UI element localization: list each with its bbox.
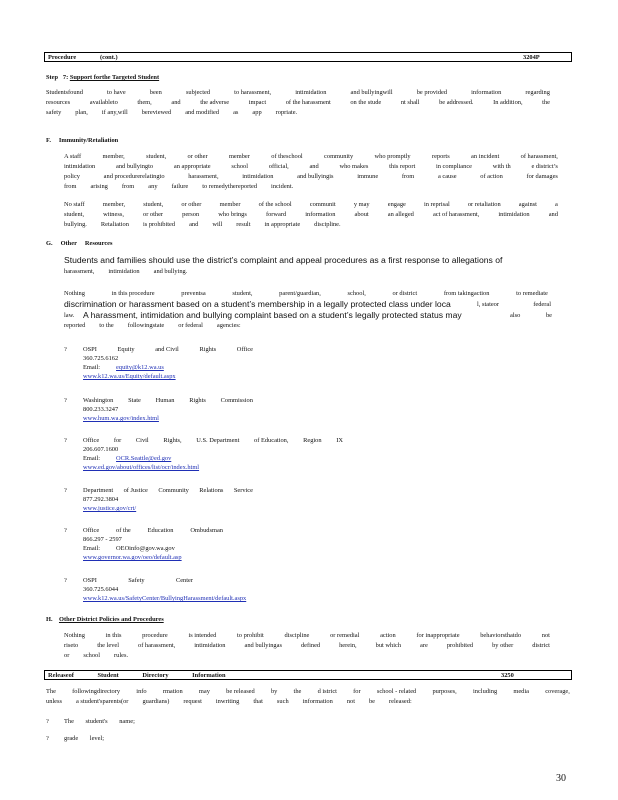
procedure-label: Procedure [48,54,77,61]
word: Washington [83,397,114,404]
word: not [346,698,355,705]
release-item: The student's name; [64,718,135,725]
word: Relations [199,487,224,494]
word: nt shall [400,99,420,106]
word: or other [181,201,202,208]
word: for damages [526,173,558,180]
word: Studentsfound [46,89,83,96]
word: or remedial [330,632,360,639]
word: in compliance [435,163,473,170]
word: to harassment, [234,89,272,96]
release-line [46,698,412,706]
word: purposes, [432,688,457,695]
word: subjected [185,89,211,96]
word: and bullyingas [244,642,282,649]
word: an incident [471,153,500,160]
section-h-line [64,632,550,640]
word: availableto [89,99,118,106]
word: an appropriate [173,163,211,170]
word: unless [46,698,62,705]
word: Office [83,437,100,444]
word: be [545,312,552,319]
agency-phone: 206.607.1600 [83,446,119,453]
agency-name [83,437,343,445]
email-label: Email: [83,545,101,552]
word: school [231,163,249,170]
word: failure [171,183,189,190]
word: of Education, [254,437,289,444]
agency-bullet: ? [64,527,67,534]
section-h-heading: H. Other District Policies and Procedures [46,616,164,623]
word: or district [392,290,418,297]
word: IX [336,437,343,444]
word: Rights [199,346,217,353]
word: of the harassment [285,99,331,106]
word: intimidation [242,173,274,180]
word: from [64,183,77,190]
word: app [252,109,262,116]
word: Safety [128,577,145,584]
word: are [420,642,428,649]
word: in reprisal [423,201,450,208]
release-item: grade level; [64,735,104,742]
word: of theschool [271,153,303,160]
word: Nothing [64,632,85,639]
word: not [541,632,550,639]
word: Rights, [163,437,182,444]
word: may [198,688,210,695]
word: intimidation [108,268,140,275]
word: for [113,437,122,444]
word: to remediate [516,290,548,297]
word: defined [300,642,321,649]
word: for inappropriate [416,632,460,639]
word: engage [387,201,406,208]
word: from [401,173,415,180]
agency-url-link[interactable]: www.k12.wa.us/SafetyCenter/BullyingHarassment/default.aspx [83,595,247,602]
agency-phone: 360.725.6044 [83,586,119,593]
release-code: 3250 [501,672,514,679]
word: in appropriate [264,221,301,228]
word: riseto [64,642,79,649]
word: Department [83,487,114,494]
release-line [46,688,570,696]
word: about [354,211,369,218]
word: behaviorsthatdo [480,632,522,639]
word: a student'sparents(or [75,698,129,705]
word: by [270,688,278,695]
word: in this procedure [111,290,155,297]
word: will [212,221,223,228]
section-g-big3: A harassment, intimidation and bullying complaint based on a student’s legally protected status may [83,310,462,320]
agency-name [83,397,253,405]
word: intimidation [295,89,327,96]
word: U.S. Department [196,437,240,444]
agency-name [83,346,253,354]
word: and bullyingto [116,163,154,170]
word: rmation [162,688,183,695]
word: school [83,652,101,659]
section-g-line [510,312,552,320]
word: Nothing [64,290,85,297]
agency-url-link[interactable]: www.hum.wa.gov/index.html [83,415,159,422]
word: agencies: [216,322,241,329]
agency-phone: 360.725.6162 [83,355,119,362]
word: forward [265,211,287,218]
email-label: Email: [83,364,101,371]
section-f-line [64,201,558,209]
word: impact [248,99,267,106]
release-title: Releaseof Student Directory Information [48,672,226,679]
word: such [276,698,289,705]
word: immune [357,173,379,180]
agency-email-link[interactable]: OCR.Seattle@ed.gov [116,455,172,462]
agency-bullet: ? [64,437,67,444]
section-f-line [64,163,558,171]
section-f-line [64,153,558,161]
word: and [171,99,181,106]
step7-line [46,109,297,117]
agency-email-row [83,455,171,463]
word: be provided [416,89,448,96]
word: be addressed. [439,99,474,106]
word: person [182,211,200,218]
agency-bullet: ? [64,346,67,353]
word: reports [431,153,450,160]
section-g-big2: discrimination or harassment based on a student’s membership in a legally protected class under loca [64,299,451,309]
word: be released [226,688,255,695]
agency-email-row [83,364,164,372]
word: communit [309,201,336,208]
word: in this [105,632,122,639]
release-bullet: ? [46,718,49,725]
word: and bullyingwill [350,89,393,96]
word: and Civil [155,346,179,353]
agency-name [83,577,193,585]
word: official, [268,163,289,170]
word: act of harassment, [432,211,480,218]
word: action [380,632,396,639]
word: info [136,688,147,695]
agency-phone: 877.292.3804 [83,496,119,503]
word: and procedurerelatingto [103,173,165,180]
word: Service [233,487,253,494]
word: be [368,698,376,705]
word: who makes [339,163,369,170]
agency-url-link[interactable]: www.justice.gov/crt/ [83,505,137,512]
word: as [233,109,239,116]
word: and bullyingis [297,173,334,180]
word: to prohibit [237,632,264,639]
word: harassment, [64,268,95,275]
word: OSPI [83,577,97,584]
word: parent/guardian, [279,290,321,297]
section-f-line [64,211,558,219]
word: Office [236,346,253,353]
word: bullying. [64,221,87,228]
word: witness, [103,211,124,218]
procedure-cont: (cont.) [100,54,118,61]
word: and [189,221,199,228]
word: y may [353,201,370,208]
word: bereviewed [141,109,172,116]
word: coverage, [545,688,570,695]
word: district [532,642,550,649]
word: Region [303,437,322,444]
word: Center [175,577,193,584]
section-g-big1: Students and families should use the district’s complaint and appeal procedures as a first response to allegations of [64,255,503,265]
word: or other [143,211,164,218]
word: policy [64,173,80,180]
agency-phone: 800.233.3247 [83,406,119,413]
section-g-line [64,290,548,298]
word: or retaliation [467,201,501,208]
word: guardians) [142,698,170,705]
word: e district’s [531,163,558,170]
section-h-line [64,642,550,650]
word: to the [99,322,114,329]
word: and [548,211,558,218]
word: is prohibited [142,221,176,228]
word: safety [46,109,62,116]
word: intimidation [64,163,96,170]
agency-url-link[interactable]: www.ed.gov/about/offices/list/ocr/index.html [83,464,200,471]
word: been [149,89,162,96]
word: a [555,201,558,208]
word: or other [187,153,208,160]
word: Human [155,397,175,404]
word: information [471,89,502,96]
word: of the [116,527,131,534]
word: result [236,221,251,228]
word: of Justice [123,487,148,494]
word: by other [492,642,514,649]
agency-bullet: ? [64,397,67,404]
word: In addition, [493,99,523,106]
step7-heading: Step 7: Support forthe Targeted Student [46,74,160,81]
word: Office [83,527,100,534]
word: and bullying. [153,268,188,275]
word: State [128,397,141,404]
release-bullet: ? [46,735,49,742]
word: and modified [185,109,220,116]
word: member, [102,201,126,208]
agency-email-link[interactable]: OEOinfo@gov.wa.gov [116,545,175,552]
word: arising [90,183,108,190]
word: Civil [135,437,149,444]
word: or [64,652,70,659]
word: any [148,183,158,190]
word: if any,will [101,109,128,116]
agency-url-link[interactable]: www.governor.wa.gov/oeo/default.asp [83,554,182,561]
word: Retaliation [100,221,129,228]
section-h-line [64,652,128,660]
word: media [513,688,529,695]
word: the adverse [200,99,230,106]
word: this report [389,163,416,170]
word: community [324,153,354,160]
word: inwriting [215,698,240,705]
word: the [542,99,550,106]
word: harassment, [188,173,219,180]
word: school - related [376,688,417,695]
word: resources [46,99,71,106]
step7-line [46,99,550,107]
word: member, [102,153,125,160]
agency-bullet: ? [64,577,67,584]
word: student, [232,290,253,297]
word: from takingaction [443,290,490,297]
word: school, [347,290,366,297]
word: Commission [220,397,253,404]
word: Ombudsman [190,527,223,534]
word: an alleged [387,211,414,218]
word: prohibited [446,642,474,649]
word: federal [533,301,551,308]
procedure-header [44,52,572,62]
agency-name [83,487,253,495]
word: member [228,153,250,160]
word: discipline [284,632,310,639]
agency-bullet: ? [64,487,67,494]
word: OSPI [83,346,97,353]
section-f-line [64,173,558,181]
word: No staff [64,201,85,208]
word: followingdirectory [72,688,121,695]
word: of action [480,173,503,180]
word: incident. [271,183,294,190]
word: to have [107,89,126,96]
word: plan, [75,109,88,116]
word: reported [64,322,86,329]
word: of harassment, [520,153,558,160]
word: preventsa [181,290,206,297]
email-label: Email: [83,455,101,462]
word: for [353,688,361,695]
word: student, [143,201,164,208]
procedure-code: 3204P [523,54,540,61]
word: against [518,201,537,208]
word: to remedythereported [202,183,258,190]
section-g-law: law. [64,312,75,319]
step7-line [46,89,550,97]
word: them, [137,99,152,106]
word: The [46,688,56,695]
word: Community [158,487,189,494]
word: discipline. [314,221,341,228]
agency-email-row [83,545,175,553]
word: the level [97,642,120,649]
word: information [305,211,336,218]
word: student, [64,211,85,218]
word: is intended [188,632,217,639]
page-number: 30 [556,773,566,784]
word: A staff [64,153,82,160]
word: information [302,698,333,705]
word: released: [389,698,412,705]
agency-email-link[interactable]: equity@k12.wa.us [116,364,164,371]
word: l, stateor [477,301,500,308]
word: on the stude [350,99,382,106]
word: member [219,201,241,208]
word: rules. [114,652,129,659]
release-header [44,670,572,680]
word: a cause [437,173,457,180]
section-f-line [64,221,341,229]
word: including [473,688,498,695]
word: that [253,698,263,705]
word: or federal [178,322,203,329]
word: from [121,183,135,190]
word: the [293,688,302,695]
section-g-heading: G. Other Resources [46,240,113,247]
word: intimidation [194,642,226,649]
word: regarding [525,89,550,96]
word: of harassment, [138,642,176,649]
agency-phone: 866.297 - 2597 [83,536,122,543]
section-f-heading: F. Immunity/Retaliation [46,137,119,144]
word: followingstate [127,322,165,329]
word: ropriate. [275,109,298,116]
word: d istrict [317,688,337,695]
word: procedure [142,632,168,639]
word: with th [492,163,511,170]
section-g-line [64,322,241,330]
word: Rights [189,397,206,404]
word: Education [147,527,174,534]
word: request [183,698,202,705]
word: but which [375,642,402,649]
word: of the school [258,201,292,208]
word: who brings [218,211,247,218]
word: intimidation [498,211,530,218]
word: Equity [117,346,135,353]
agency-name [83,527,223,535]
word: and [309,163,319,170]
section-f-line [64,183,293,191]
section-g-line [477,301,551,309]
word: who promptly [374,153,411,160]
word: student, [146,153,167,160]
word: also [510,312,521,319]
agency-url-link[interactable]: www.k12.wa.us/Equity/default.aspx [83,373,176,380]
word: herein, [339,642,357,649]
section-g-line [64,268,187,276]
